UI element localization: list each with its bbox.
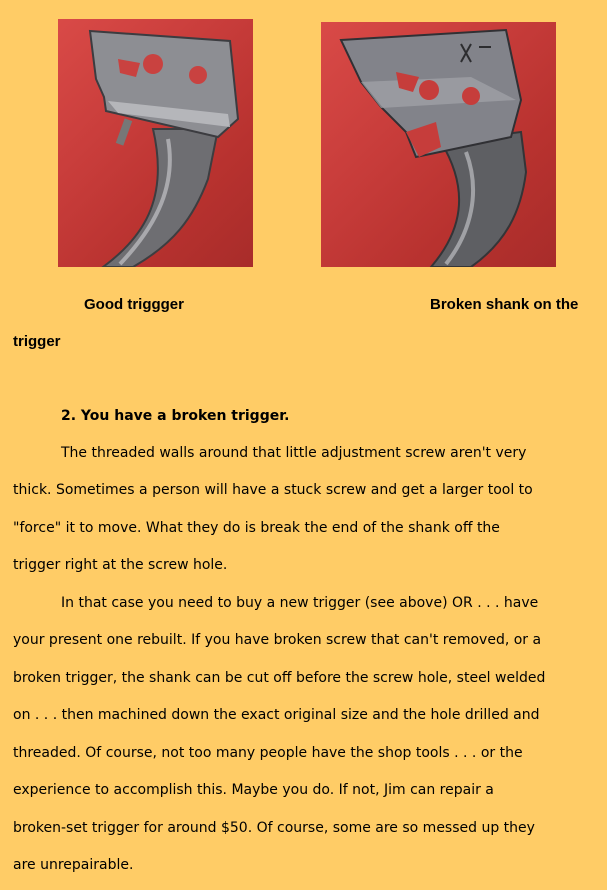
broken-trigger-caption-continued: trigger <box>13 333 61 350</box>
paragraph-line: The threaded walls around that little adjustment screw aren't very <box>61 445 527 461</box>
paragraph-line: your present one rebuilt. If you have broken screw that can't removed, or a <box>13 632 542 648</box>
section-heading: 2. You have a broken trigger. <box>61 408 290 424</box>
paragraph-line: are unrepairable. <box>13 857 134 873</box>
paragraph-line: trigger right at the screw hole. <box>13 557 228 573</box>
paragraph-line: In that case you need to buy a new trigger (see above) OR . . . have <box>61 595 539 611</box>
good-trigger-caption: Good triggger <box>84 296 184 313</box>
good-trigger-photo <box>58 19 253 267</box>
broken-trigger-illustration <box>321 22 556 267</box>
paragraph-line: "force" it to move. What they do is break the end of the shank off the <box>13 520 500 536</box>
paragraph-line: on . . . then machined down the exact original size and the hole drilled and <box>13 707 540 723</box>
paragraph-line: thick. Sometimes a person will have a stuck screw and get a larger tool to <box>13 482 533 498</box>
paragraph-line: threaded. Of course, not too many people have the shop tools . . . or the <box>13 745 523 761</box>
broken-trigger-caption: Broken shank on the <box>430 296 579 313</box>
broken-trigger-photo <box>321 22 556 267</box>
paragraph-line: broken trigger, the shank can be cut off before the screw hole, steel welded <box>13 670 546 686</box>
paragraph-line: experience to accomplish this. Maybe you do. If not, Jim can repair a <box>13 782 494 798</box>
good-trigger-illustration <box>58 19 253 267</box>
paragraph-line: broken-set trigger for around $50. Of course, some are so messed up they <box>13 820 535 836</box>
